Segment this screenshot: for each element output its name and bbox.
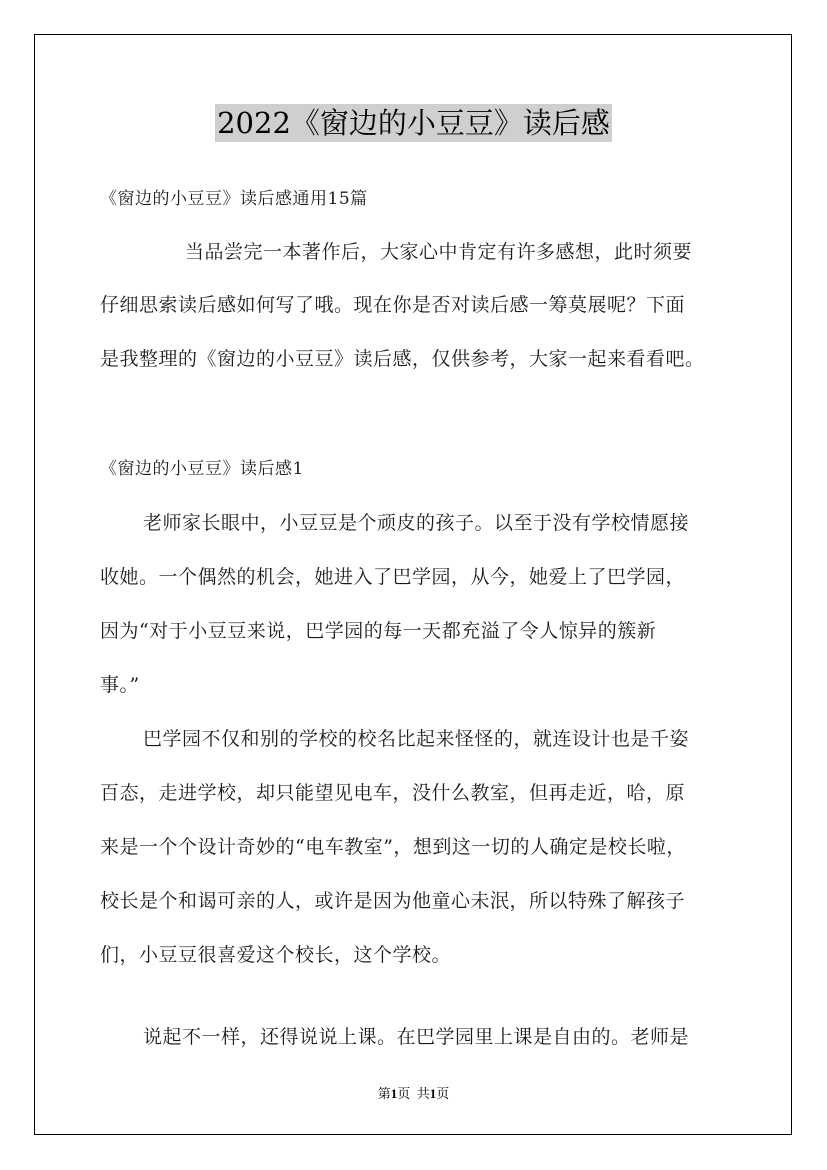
paragraph-line: 说起不一样，还得说说上课。在巴学园里上课是自由的。老师是 [143, 1026, 690, 1048]
document-title [0, 101, 827, 142]
title-text: 2022《窗边的小豆豆》读后感 [217, 106, 610, 140]
paragraph-line: 因为“对于小豆豆来说，巴学园的每一天都充溢了令人惊异的簇新 [100, 620, 657, 642]
intro-line: 是我整理的《窗边的小豆豆》读后感，仅供参考，大家一起来看看吧。 [100, 348, 705, 370]
page-suffix: 页 [397, 1086, 411, 1101]
paragraph-line: 老师家长眼中，小豆豆是个顽皮的孩子。以至于没有学校情愿接 [143, 512, 690, 534]
paragraph-line: 百态，走进学校，却只能望见电车，没什么教室，但再走近，哈，原 [100, 782, 686, 804]
page-footer [0, 1083, 827, 1102]
paragraph-line: 事。” [100, 674, 140, 696]
total-prefix: 共 [416, 1086, 430, 1101]
subtitle: 《窗边的小豆豆》读后感通用15篇 [100, 189, 368, 209]
paragraph-line: 校长是个和谒可亲的人，或许是因为他童心未泯，所以特殊了解孩子 [100, 890, 686, 912]
paragraph-line: 收她。一个偶然的机会，她进入了巴学园，从今，她爱上了巴学园， [100, 566, 686, 588]
total-pages: 1 [429, 1086, 437, 1101]
paragraph-line: 巴学园不仅和别的学校的校名比起来怪怪的，就连设计也是千姿 [143, 728, 690, 750]
total-suffix: 页 [436, 1086, 450, 1101]
page-number: 1 [390, 1086, 398, 1101]
paragraph-line: 来是一个个设计奇妙的“电车教室”，想到这一切的人确定是校长啦， [100, 836, 686, 858]
intro-line: 当品尝完一本著作后，大家心中肯定有许多感想，此时须要 [185, 241, 693, 263]
section-heading: 《窗边的小豆豆》读后感1 [100, 459, 304, 479]
paragraph-line: 们，小豆豆很喜爱这个校长，这个学校。 [100, 944, 452, 966]
intro-line: 仔细思索读后感如何写了哦。现在你是否对读后感一筹莫展呢？下面 [100, 294, 686, 316]
page-prefix: 第 [377, 1086, 391, 1101]
